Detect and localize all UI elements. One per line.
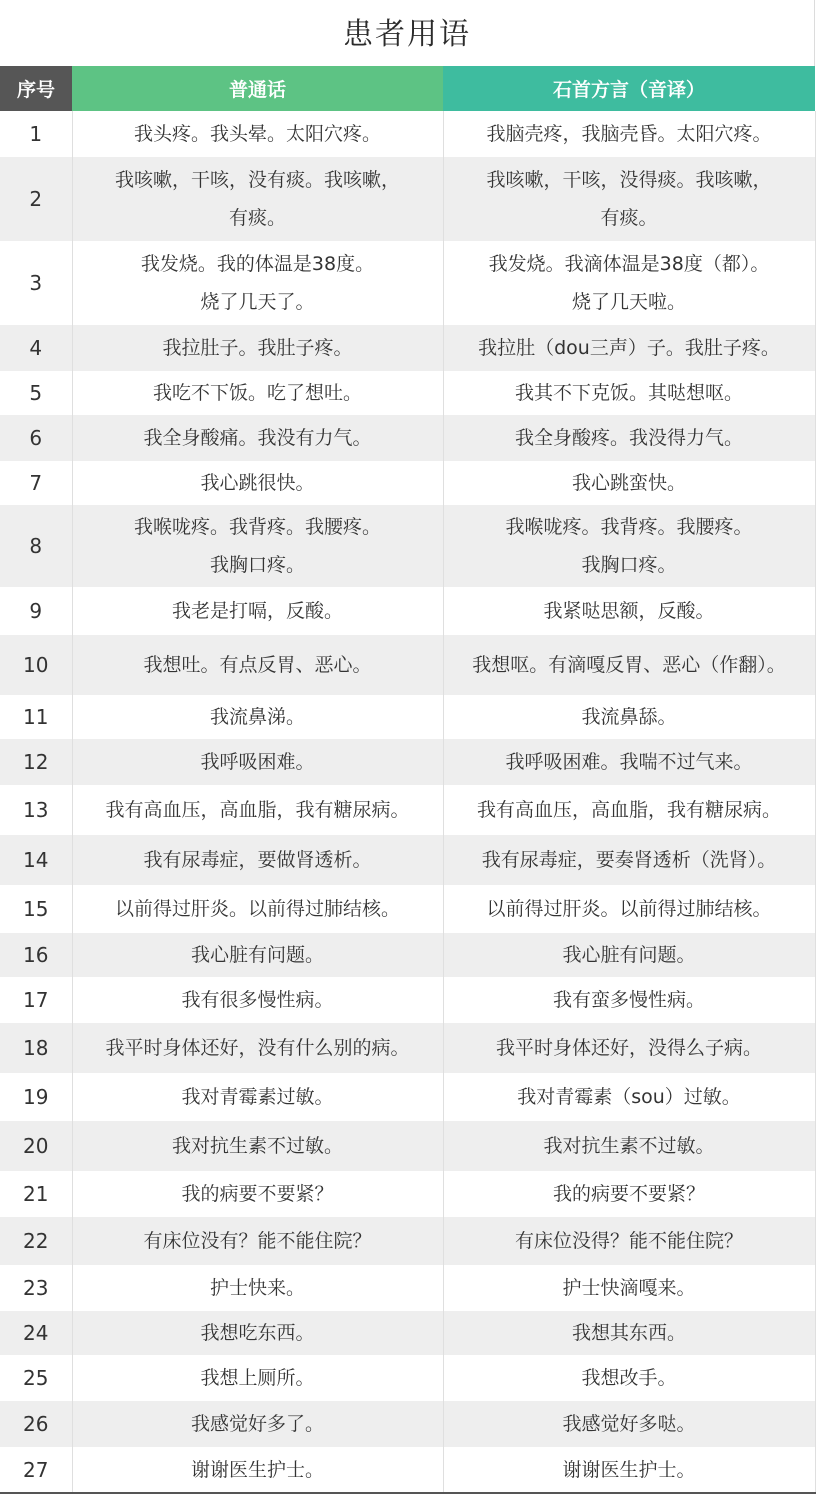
mandarin-cell-line: 我有高血压，高血脂，我有糖尿病。: [105, 799, 410, 821]
mandarin-cell-line: 我心跳很快。: [200, 472, 315, 494]
dialect-cell: [443, 157, 815, 241]
mandarin-cell: [72, 1401, 443, 1447]
header-index: 序号: [0, 66, 72, 111]
table-row: [0, 111, 815, 157]
row-index: 2: [0, 157, 72, 241]
mandarin-cell: [72, 505, 443, 587]
dialect-cell: [443, 371, 815, 415]
row-index: 4: [0, 325, 72, 371]
dialect-cell-line: 我心脏有问题。: [562, 944, 696, 966]
row-index: 23: [0, 1265, 72, 1311]
mandarin-cell: [72, 241, 443, 325]
mandarin-cell-line: 我对抗生素不过敏。: [171, 1135, 343, 1157]
dialect-cell: [443, 1171, 815, 1217]
mandarin-cell-line: 我老是打嗝，反酸。: [171, 600, 343, 622]
mandarin-cell: [72, 739, 443, 785]
row-index: 6: [0, 415, 72, 461]
row-index: 1: [0, 111, 72, 157]
dialect-cell: [443, 1401, 815, 1447]
dialect-cell: [443, 415, 815, 461]
mandarin-cell-line: 我对青霉素过敏。: [181, 1086, 334, 1108]
mandarin-cell: [72, 461, 443, 505]
dialect-cell-line: 我有高血压，高血脂，我有糖尿病。: [476, 799, 781, 821]
table-row: [0, 371, 815, 415]
dialect-cell-line: 我呼吸困难。我喘不过气来。: [505, 751, 753, 773]
table-row: [0, 835, 815, 885]
header-dialect: 石首方言（音译）: [443, 66, 815, 111]
row-index: 18: [0, 1023, 72, 1073]
dialect-cell: [443, 1355, 815, 1401]
table-row: [0, 933, 815, 977]
table-row: [0, 785, 815, 835]
mandarin-cell-line: 我想吃东西。: [200, 1322, 315, 1344]
mandarin-cell: [72, 977, 443, 1023]
mandarin-cell: [72, 587, 443, 635]
mandarin-cell: [72, 695, 443, 739]
dialect-cell-line: 护士快滴嘎来。: [562, 1277, 696, 1299]
dialect-cell-line: 有床位没得？能不能住院？: [514, 1230, 743, 1252]
dialect-cell: [443, 1265, 815, 1311]
table-row: [0, 325, 815, 371]
table-row: [0, 587, 815, 635]
dialect-cell-line: 我脑壳疼，我脑壳昏。太阳穴疼。: [486, 123, 772, 145]
table-row: [0, 157, 815, 241]
mandarin-cell-line: 我心脏有问题。: [190, 944, 324, 966]
mandarin-cell-line: 我头疼。我头晕。太阳穴疼。: [133, 123, 381, 145]
mandarin-cell-line: 护士快来。: [209, 1277, 305, 1299]
mandarin-cell-line: 以前得过肝炎。以前得过肺结核。: [114, 898, 400, 920]
dialect-cell-line: 有痰。: [600, 207, 658, 229]
dialect-cell: [443, 933, 815, 977]
dialect-cell: [443, 325, 815, 371]
dialect-cell-line: 我对抗生素不过敏。: [543, 1135, 715, 1157]
mandarin-cell: [72, 1171, 443, 1217]
dialect-cell-line: 我想改手。: [581, 1367, 677, 1389]
mandarin-cell-line: 烧了几天了。: [200, 291, 315, 313]
table-row: [0, 695, 815, 739]
mandarin-cell-line: 我呼吸困难。: [200, 751, 315, 773]
dialect-cell: [443, 635, 815, 695]
table-row: [0, 1073, 815, 1121]
table-row: [0, 635, 815, 695]
row-index: 15: [0, 885, 72, 933]
dialect-cell-line: 我紧哒思额，反酸。: [543, 600, 715, 622]
mandarin-cell-line: 我吃不下饭。吃了想吐。: [152, 382, 362, 404]
mandarin-cell: [72, 371, 443, 415]
table-row: [0, 1311, 815, 1355]
table-row: [0, 1401, 815, 1447]
row-index: 26: [0, 1401, 72, 1447]
dialect-cell-line: 我发烧。我滴体温是38度（都）。: [488, 253, 770, 275]
row-index: 25: [0, 1355, 72, 1401]
mandarin-cell: [72, 1447, 443, 1493]
mandarin-cell-line: 我想上厕所。: [200, 1367, 315, 1389]
table-row: [0, 1265, 815, 1311]
row-index: 5: [0, 371, 72, 415]
mandarin-cell-line: 我喉咙疼。我背疼。我腰疼。: [133, 516, 381, 538]
dialect-cell: [443, 1121, 815, 1171]
mandarin-cell-line: 我流鼻涕。: [209, 706, 305, 728]
mandarin-cell: [72, 325, 443, 371]
mandarin-cell-line: 有痰。: [228, 207, 286, 229]
row-index: 12: [0, 739, 72, 785]
table-row: [0, 1217, 815, 1265]
dialect-cell-line: 我想其东西。: [571, 1322, 686, 1344]
dialect-cell: [443, 241, 815, 325]
row-index: 8: [0, 505, 72, 587]
table-row: [0, 461, 815, 505]
dialect-cell: [443, 111, 815, 157]
dialect-cell-line: 我胸口疼。: [581, 554, 677, 576]
row-index: 13: [0, 785, 72, 835]
dialect-cell: [443, 785, 815, 835]
dialect-cell-line: 我咳嗽，干咳，没得痰。我咳嗽，: [486, 169, 772, 191]
table-row: [0, 1355, 815, 1401]
mandarin-cell-line: 谢谢医生护士。: [190, 1458, 324, 1481]
dialect-cell-line: 我有蛮多慢性病。: [552, 989, 705, 1011]
table-row: [0, 885, 815, 933]
row-index: 22: [0, 1217, 72, 1265]
dialect-cell: [443, 739, 815, 785]
mandarin-cell-line: 我咳嗽，干咳，没有痰。我咳嗽，: [114, 169, 400, 191]
table-row: [0, 505, 815, 587]
row-index: 11: [0, 695, 72, 739]
mandarin-cell-line: 我有很多慢性病。: [181, 989, 334, 1011]
dialect-cell: [443, 1447, 815, 1493]
table-row: [0, 1121, 815, 1171]
table-row: [0, 1447, 815, 1493]
mandarin-cell-line: 我感觉好多了。: [190, 1413, 324, 1435]
dialect-cell-line: 我感觉好多哒。: [562, 1413, 696, 1435]
dialect-cell-line: 我全身酸疼。我没得力气。: [514, 427, 743, 449]
mandarin-cell-line: 有床位没有？能不能住院？: [143, 1230, 372, 1252]
dialect-cell-line: 以前得过肝炎。以前得过肺结核。: [486, 898, 772, 920]
mandarin-cell: [72, 157, 443, 241]
mandarin-cell: [72, 835, 443, 885]
mandarin-cell: [72, 1023, 443, 1073]
row-index: 19: [0, 1073, 72, 1121]
row-index: 14: [0, 835, 72, 885]
dialect-cell-line: 我流鼻舔。: [581, 706, 677, 728]
mandarin-cell: [72, 1355, 443, 1401]
dialect-cell-line: 我平时身体还好，没得么子病。: [495, 1037, 762, 1059]
mandarin-cell: [72, 885, 443, 933]
dialect-cell: [443, 461, 815, 505]
table-row: [0, 1171, 815, 1217]
row-index: 16: [0, 933, 72, 977]
dialect-cell: [443, 835, 815, 885]
table-row: [0, 739, 815, 785]
mandarin-cell-line: 我有尿毒症，要做肾透析。: [143, 849, 372, 871]
dialect-cell-line: 我的病要不要紧？: [552, 1183, 705, 1205]
row-index: 24: [0, 1311, 72, 1355]
dialect-cell-line: 我有尿毒症，要奏肾透析（洗肾）。: [481, 849, 777, 871]
row-index: 9: [0, 587, 72, 635]
row-index: 10: [0, 635, 72, 695]
mandarin-cell: [72, 1121, 443, 1171]
dialect-cell: [443, 885, 815, 933]
table-row: [0, 241, 815, 325]
phrase-table: [0, 66, 816, 1494]
row-index: 3: [0, 241, 72, 325]
mandarin-cell-line: 我发烧。我的体温是38度。: [140, 253, 375, 275]
dialect-cell: [443, 587, 815, 635]
mandarin-cell: [72, 415, 443, 461]
dialect-cell: [443, 977, 815, 1023]
row-index: 20: [0, 1121, 72, 1171]
dialect-cell-line: 烧了几天啦。: [571, 291, 686, 313]
mandarin-cell: [72, 1311, 443, 1355]
row-index: 17: [0, 977, 72, 1023]
dialect-cell-line: 我其不下克饭。其哒想呕。: [514, 382, 743, 404]
table-row: [0, 977, 815, 1023]
mandarin-cell-line: 我拉肚子。我肚子疼。: [162, 337, 353, 359]
dialect-cell-line: 我喉咙疼。我背疼。我腰疼。: [505, 516, 753, 538]
dialect-cell-line: 谢谢医生护士。: [562, 1458, 696, 1481]
dialect-cell-line: 我拉肚（dou三声）子。我肚子疼。: [478, 337, 780, 359]
dialect-cell-line: 我想呕。有滴嘎反胃、恶心（作翻）。: [472, 654, 786, 676]
dialect-cell: [443, 1217, 815, 1265]
dialect-cell-line: 我心跳蛮快。: [571, 472, 686, 494]
dialect-cell-line: 我对青霉素（sou）过敏。: [517, 1086, 741, 1108]
dialect-cell: [443, 1311, 815, 1355]
mandarin-cell: [72, 635, 443, 695]
mandarin-cell: [72, 785, 443, 835]
page-title: 患者用语: [343, 17, 471, 52]
table-header-row: [0, 66, 815, 111]
row-index: 27: [0, 1447, 72, 1493]
header-mandarin: 普通话: [72, 66, 443, 111]
row-index: 21: [0, 1171, 72, 1217]
mandarin-cell: [72, 111, 443, 157]
mandarin-cell-line: 我的病要不要紧？: [181, 1183, 334, 1205]
mandarin-cell: [72, 1265, 443, 1311]
dialect-cell: [443, 505, 815, 587]
dialect-cell: [443, 1023, 815, 1073]
table-row: [0, 1023, 815, 1073]
mandarin-cell-line: 我想吐。有点反胃、恶心。: [143, 654, 372, 676]
mandarin-cell-line: 我胸口疼。: [209, 554, 305, 576]
mandarin-cell-line: 我平时身体还好，没有什么别的病。: [105, 1037, 410, 1059]
mandarin-cell-line: 我全身酸痛。我没有力气。: [143, 427, 372, 449]
dialect-cell: [443, 695, 815, 739]
table-row: [0, 415, 815, 461]
row-index: 7: [0, 461, 72, 505]
mandarin-cell: [72, 1073, 443, 1121]
mandarin-cell: [72, 933, 443, 977]
dialect-cell: [443, 1073, 815, 1121]
mandarin-cell: [72, 1217, 443, 1265]
